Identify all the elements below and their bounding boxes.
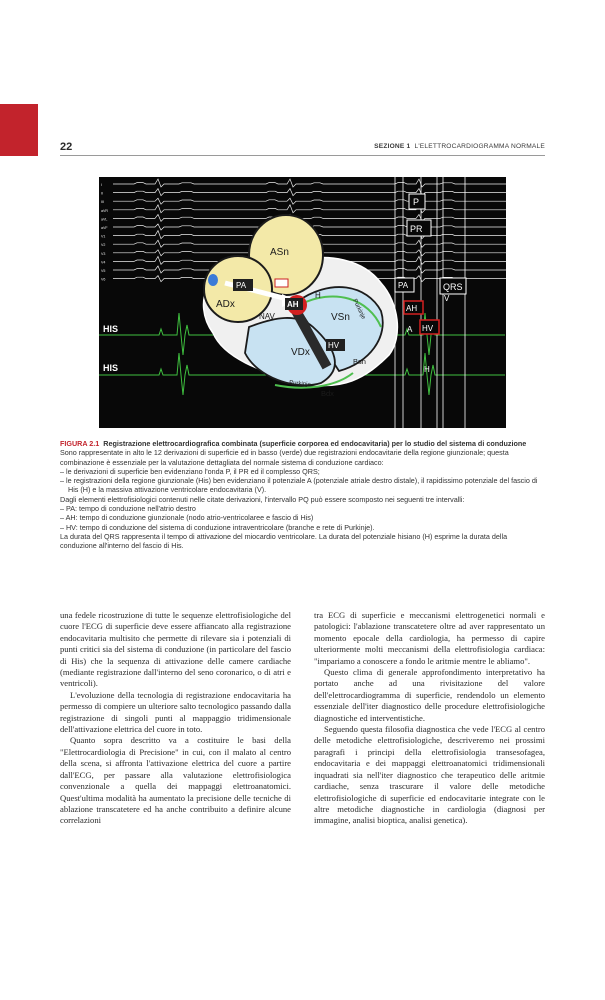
label-bdx: Bdx: [321, 389, 334, 398]
caption-title-line: [60, 439, 545, 448]
ecg-figure-svg: [99, 177, 506, 428]
body-paragraph: una fedele ricostruzione di tutte le sequenze elettrofisiologiche del cuore l'ECG di superficie deve essere affiancato alla registrazione endocavitaria multisito che permette di rilevare sia i potenziali di punti critici sia del sistema di conduzione (in particolare del fascio di His) che la sequenza di attivazione delle camere cardiache (mediante registrazione dall'interno del seno coronarico, o di atri e ventricoli).: [60, 610, 291, 689]
body-paragraph: tra ECG di superficie e meccanismi elettrogenetici normali e patologici: l'ablazione transcatetere oltre ad aver rappresentato un momento epocale della cardiologia, ha permesso di capire ulteriormente molti meccanismi della elettrofisiologia cardiaca: "impariamo a conoscere a fondo le aritmie mentre le abliamo".: [314, 610, 545, 666]
ecg-figure: [99, 177, 506, 428]
label-p: P: [413, 197, 420, 207]
lead-name: aVR: [101, 208, 108, 213]
caption-title: Registrazione elettrocardiografica combinata (superficie corporea ed endocavitaria) per lo studio del sistema di conduzione: [103, 439, 527, 448]
caption-line: – le registrazioni della regione giunzionale (His) ben evidenziano il potenziale A (potenziale atriale destro distale), il rapidissimo potenziale del fascio di His (H) e la massiva attivazione ventricolare endocavitaria (V).: [60, 476, 538, 495]
label-bsn: Bsn: [353, 357, 366, 366]
label-h: H: [315, 291, 321, 300]
caption-line: – AH: tempo di conduzione giunzionale (nodo atrio-ventricolaree e fascio di His): [60, 513, 314, 523]
running-head-chapter: L'ELETTROCARDIOGRAMMA NORMALE: [414, 143, 545, 150]
lead-name: aVL: [101, 217, 108, 222]
label-his-2: HIS: [103, 363, 119, 373]
lead-trace: [113, 189, 506, 196]
label-vdx: VDx: [291, 347, 310, 358]
label-hv: HV: [328, 341, 340, 350]
lead-name: III: [101, 200, 104, 205]
lead-name: I: [101, 183, 102, 187]
caption-line: – le derivazioni di superficie ben evidenziano l'onda P, il PR ed il complesso QRS;: [60, 466, 320, 476]
running-head: [374, 143, 545, 150]
header-rule: [60, 155, 545, 156]
label-h-right: H: [424, 365, 430, 374]
label-v-right: V: [444, 294, 450, 303]
body-paragraph: Quanto sopra descritto va a costituire le basi della "Elettrocardiologia di Precisione" in cui, con il malato al centro della scena, si affronta l'attivazione elettrica del cuore a partire dall'ECG, per passare alla valutazione elettrofisiologica convenzionale a quella dei mappaggi elettroanatomici. Quest'ultima modalità ha aumentato la precisione delle tecniche di ablazione transcatetere ed ha anche contribuito a definire alcune correlazioni: [60, 735, 291, 826]
lead-name: II: [101, 191, 103, 196]
body-paragraph: Questo clima di generale approfondimento interpretativo ha portato anche ad una rivisitazione del valore dell'elettrocardiogramma di superficie, rendendolo un elemento essenziale dell'iter diagnostico delle procedure elettrofisiologiche diagnostiche ed interventistiche.: [314, 667, 545, 723]
page-number: 22: [60, 141, 73, 153]
label-his-1: HIS: [103, 324, 119, 334]
label-pr: PR: [410, 224, 423, 234]
label-asn: ASn: [270, 247, 289, 258]
body-column-right: [314, 610, 545, 827]
caption-line: La durata del QRS rappresenta il tempo di attivazione del miocardio ventricolare. La durata del potenziale hisiano (H) esprime la durata della conduzione all'interno del fascio di His.: [60, 531, 508, 551]
caption-line: Dagli elementi elettrofisiologici contenuti nelle citate derivazioni, l'intervallo PQ può essere scomposto nei seguenti tre intervalli:: [60, 494, 465, 504]
label-ah: AH: [287, 300, 299, 309]
lead-name: V1: [101, 234, 106, 239]
figure-label: FIGURA 2.1: [60, 439, 100, 448]
lead-trace: [113, 205, 506, 213]
body-paragraph: L'evoluzione della tecnologia di registrazione endocavitaria ha permesso di compiere un ulteriore salto tecnologico passando dalla registrazione di singoli punti al mappaggio tridimensionale dell'attivazione elettrica del cuore in toto.: [60, 689, 291, 735]
lead-name: aVF: [101, 226, 108, 230]
caption-line: – PA: tempo di conduzione nell'atrio destro: [60, 504, 196, 514]
lead-trace: [113, 214, 506, 221]
label-qrs: QRS: [443, 282, 463, 292]
label-ah-right: AH: [406, 304, 418, 313]
label-adx: ADx: [216, 299, 235, 310]
label-purkinje-b: Purkinje: [288, 380, 311, 389]
label-pa: PA: [236, 281, 247, 290]
body-column-left: [60, 610, 291, 827]
lead-name: V6: [101, 277, 106, 282]
body-paragraph: Seguendo questa filosofia diagnostica che vede l'ECG al centro delle metodiche elettrofisiologiche, descriveremo nei prossimi paragrafi i principi della elettrofisiologia transesofagea, endocavitaria e dei mappaggi elettroanatomici tridimensionali inquadrati sia nell'iter diagnostico che terapeutico delle aritmie cardiache, senza trascurare il valore delle metodiche elettrofisiologiche di superficie ed endocavitarie integrate con le altre metodiche diagnostiche in cardiologia (diagnosi per immagine, analisi bioptica, analisi genetica).: [314, 724, 545, 826]
caption-line: Sono rappresentate in alto le 12 derivazioni di superficie ed in basso (verde) due registrazioni endocavitarie della regione giunzionale; questa combinazione è essenziale per la valutazione dettagliata del normale sistema di conduzione cardiaco:: [60, 448, 509, 467]
lead-trace: [113, 198, 506, 204]
figure-caption: [60, 439, 545, 551]
label-a-right: A: [407, 325, 413, 334]
label-vsn: VSn: [331, 312, 350, 323]
h-mark: [275, 279, 288, 287]
label-hv-right: HV: [422, 324, 434, 333]
lead-name: V5: [101, 269, 106, 273]
label-nav: NAV: [259, 312, 275, 321]
caption-line: – HV: tempo di conduzione del sistema di conduzione intraventricolare (branche e rete di Purkinje).: [60, 522, 375, 532]
lead-name: V2: [101, 243, 106, 248]
running-head-section: SEZIONE 1: [374, 143, 411, 150]
label-purkinje-a: Purkinje: [351, 298, 367, 321]
label-pa-right: PA: [398, 281, 409, 290]
lead-trace: [113, 179, 506, 187]
lead-name: V3: [101, 251, 106, 256]
sinus-node: [208, 274, 218, 286]
chapter-tab: [0, 104, 38, 156]
lead-name: V4: [101, 260, 106, 265]
